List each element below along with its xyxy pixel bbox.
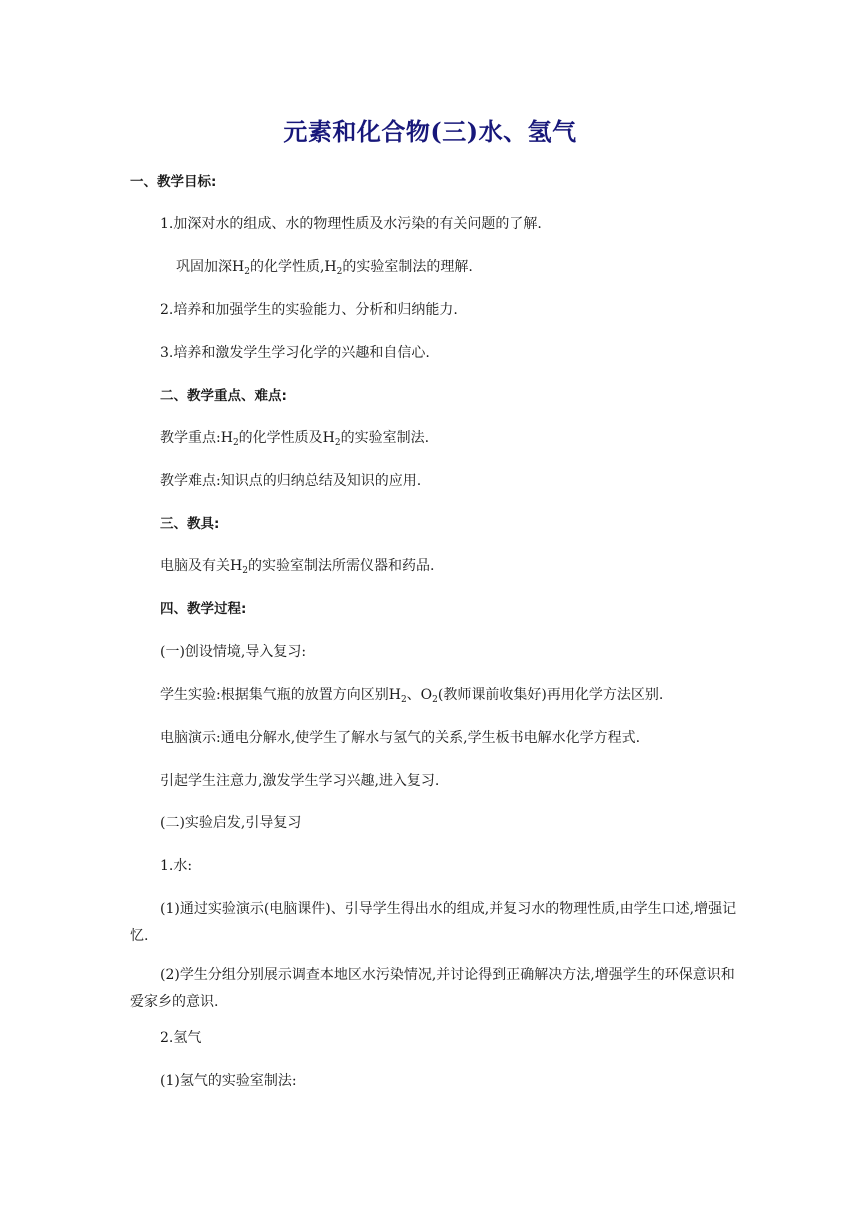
objective-1: 1.加深对水的组成、水的物理性质及水污染的有关问题的了解.: [160, 216, 542, 232]
document-title: 元素和化合物(三)水、氢气: [283, 117, 577, 146]
student-experiment: 学生实验:根据集气瓶的放置方向区别$H_2$、$O_2$(教师课前收集好)再用化学方法区别.: [160, 687, 664, 705]
objective-2: 2.培养和加强学生的实验能力、分析和归纳能力.: [160, 302, 458, 318]
objectives-heading: 一、教学目标:: [130, 174, 217, 190]
tools-heading: 三、教具:: [160, 516, 220, 532]
process-heading: 四、教学过程:: [160, 601, 247, 617]
attention-text: 引起学生注意力,激发学生学习兴趣,进入复习.: [160, 773, 440, 789]
key-point: 教学重点$:H_2$的化学性质及$H_2$的实验室制法.: [160, 430, 430, 448]
objective-3: 3.培养和激发学生学习化学的兴趣和自信心.: [160, 345, 430, 361]
water-item-2: (2)学生分组分别展示调查本地区水污染情况,并讨论得到正确解决方法,增强学生的环保意识和爱家乡的意识.: [130, 967, 735, 1010]
tools-text: 电脑及有关$H_2$的实验室制法所需仪器和药品.: [160, 558, 435, 576]
water-item-1: (1)通过实验演示(电脑课件)、引导学生得出水的组成,并复习水的物理性质,由学生口述,增强记忆.: [130, 901, 737, 944]
difficulty: 教学难点:知识点的归纳总结及知识的应用.: [160, 473, 422, 489]
objective-1b: 巩固加深$H_2$的化学性质$,H_2$的实验室制法的理解.: [176, 259, 473, 277]
water-heading: 1.水:: [160, 858, 193, 874]
step-2: (二)实验启发,引导复习: [160, 815, 302, 831]
key-points-heading: 二、教学重点、难点:: [160, 388, 287, 404]
hydrogen-heading: 2.氢气: [160, 1030, 202, 1046]
step-1: (一)创设情境,导入复习:: [160, 644, 307, 660]
hydrogen-item-1: (1)氢气的实验室制法:: [160, 1073, 297, 1089]
computer-demo: 电脑演示:通电分解水,使学生了解水与氢气的关系,学生板书电解水化学方程式.: [160, 730, 641, 746]
